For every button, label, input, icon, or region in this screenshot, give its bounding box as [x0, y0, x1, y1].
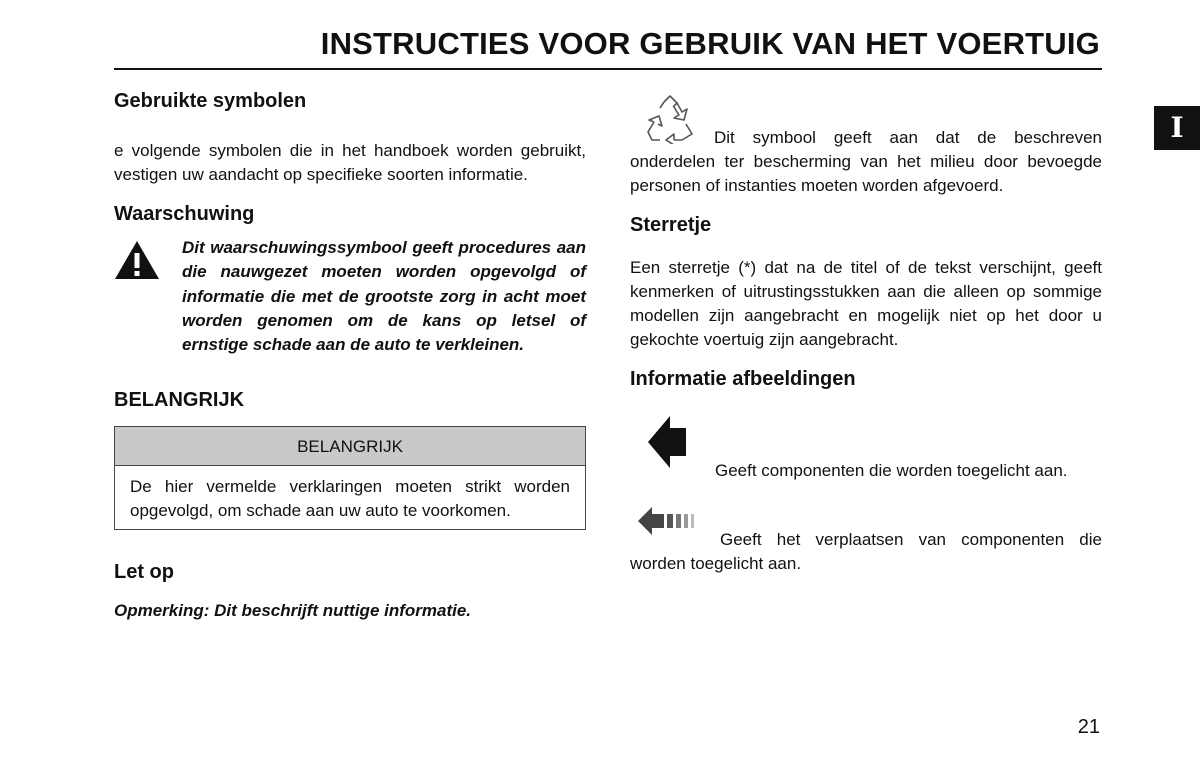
- important-box-header: BELANGRIJK: [115, 427, 585, 466]
- warning-heading: Waarschuwing: [114, 203, 255, 225]
- move-text: Geeft het verplaatsen van componenten die worden toegelicht aan.: [630, 530, 1102, 573]
- section-tab: I: [1154, 106, 1200, 150]
- symbols-intro: e volgende symbolen die in het handboek worden gebruikt, vestigen uw aandacht op specifieke soorten informatie.: [114, 141, 586, 184]
- warning-triangle-icon: [114, 240, 160, 280]
- important-box-body: De hier vermelde verklaringen moeten strikt worden opgevolgd, om schade aan uw auto te voorkomen.: [130, 477, 570, 520]
- page-number: 21: [1077, 716, 1100, 738]
- asterisk-heading: Sterretje: [630, 214, 712, 236]
- note-heading: Let op: [114, 561, 174, 583]
- images-heading: Informatie afbeeldingen: [630, 368, 856, 390]
- symbols-heading: Gebruikte symbolen: [114, 90, 307, 112]
- important-heading: BELANGRIJK: [114, 389, 245, 411]
- recycle-text: Dit symbool geeft aan dat de beschreven onderdelen ter bescherming van het milieu door bevoegde personen of instanties moeten worden afgevoerd.: [630, 128, 1102, 195]
- page-title: INSTRUCTIES VOOR GEBRUIK VAN HET VOERTUIG: [320, 26, 1100, 61]
- asterisk-text: Een sterretje (*) dat na de titel of de tekst verschijnt, geeft kenmerken of uitrustingsstukken aan die alleen op sommige modellen zijn aangebracht en mogelijk niet op het door u gekochte voertuig zijn aangebracht.: [630, 258, 1102, 349]
- important-box: [114, 426, 586, 530]
- warning-text: Dit waarschuwingssymbool geeft procedures aan die nauwgezet moeten worden opgevolgd of informatie die met de grootste zorg in acht moet worden genomen om de kans op letsel of ernstige schade aan de auto te verkleinen.: [182, 238, 586, 355]
- note-text: Opmerking: Dit beschrijft nuttige informatie.: [114, 601, 472, 620]
- title-divider: [114, 68, 1102, 70]
- arrow-text: Geeft componenten die worden toegelicht aan.: [715, 461, 1068, 480]
